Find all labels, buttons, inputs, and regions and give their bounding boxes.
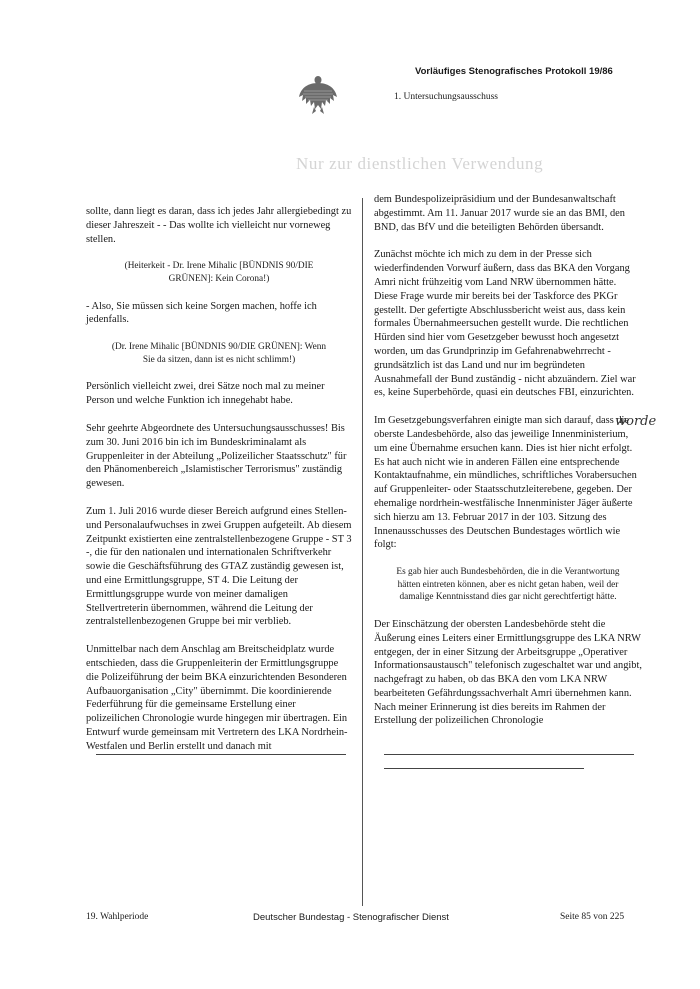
strike-mark — [96, 754, 346, 755]
interjection: (Heiterkeit - Dr. Irene Mihalic [BÜNDNIS 90/DIE GRÜNEN]: Kein Corona!) — [124, 261, 314, 284]
committee-name: 1. Untersuchungsausschuss — [394, 92, 498, 102]
strike-mark — [384, 768, 584, 769]
column-divider — [362, 198, 363, 906]
paragraph: Zunächst möchte ich mich zu dem in der Presse sich wiederfindenden Vorwurf äußern, dass das BKA den Vorgang Amri nicht frühzeitig vom Land NRW übernommen hätte. Diese Frage wurde mir bereits bei der Taskforce des PKGr gestellt. Der gefertigte Abschlussbericht weist aus, dass kein formales Übernahmeersuchen gestellt wurde. Die rechtlichen Hürden sind hier vom Gesetzgeber bewusst hoch angesetzt worden, um das Grundprinzip im Gefahrenabwehrrecht - grundsätzlich ist das Land und nur im begründeten Ausnahmefall der Bund zuständig - nicht abzuändern. Ziel war es, keine Superbehörde, quasi ein deutsches FBI, einzurichten. — [374, 249, 636, 399]
paragraph: Persönlich vielleicht zwei, drei Sätze noch mal zu meiner Person und welche Funktion ich innegehabt habe. — [86, 381, 325, 407]
paragraph: Zum 1. Juli 2016 wurde dieser Bereich aufgrund eines Stellen- und Personalaufwuchses in zwei Gruppen aufgeteilt. Ab diesem Zeitpunkt existierten eine zentralstellenbezogene Gruppe - ST 3 -, die für den nationalen und internationalen Schriftverkehr sowie die Geschäftsführung des GTAZ zuständig gewesen ist, und eine Ermittlungsgruppe, ST 4. Die Leitung der Ermittlungsgruppe wurde von meiner damaligen Stellvertreterin übernommen, während die Leitung der zentralstellenbezogenen Gruppe bei mir verblieb. — [86, 505, 352, 628]
right-column — [374, 193, 642, 742]
strike-mark — [384, 754, 634, 755]
quotation: Es gab hier auch Bundesbehörden, die in die Verantwortung hätten eintreten können, aber es nicht getan haben, weil der damalige Kenntnisstand dies gar nicht gerechtfertigt hätte. — [396, 567, 620, 603]
left-column — [86, 205, 352, 767]
watermark-stamp: Nur zur dienstlichen Verwendung — [296, 154, 544, 173]
handwritten-correction: worde — [615, 414, 657, 429]
paragraph: Der Einschätzung der obersten Landesbehörde steht die Äußerung eines Leiters einer Ermittlungsgruppe des LKA NRW entgegen, der in einer Sitzung der Arbeitsgruppe „Operativer Informationsaustausch" telefonisch zugeschaltet war und angibt, nachgefragt zu haben, ob das BKA den vom LKA NRW bearbeiteten Gefährdungssachverhalt Amri übernehmen kann. Nach meiner Erinnerung ist dies bereits im Rahmen der Erstellung der polizeilichen Chronologie — [374, 618, 642, 727]
paragraph: dem Bundespolizeipräsidium und der Bundesanwaltschaft abgestimmt. Am 11. Januar 2017 wurde sie an das BMI, den BND, das BfV und die beteiligten Behörden übersandt. — [374, 194, 625, 233]
protocol-title: Vorläufiges Stenografisches Protokoll 19/86 — [415, 66, 613, 77]
interjection: (Dr. Irene Mihalic [BÜNDNIS 90/DIE GRÜNEN]: Wenn Sie da sitzen, dann ist es nicht schlimm!) — [111, 342, 327, 365]
paragraph: - Also, Sie müssen sich keine Sorgen machen, hoffe ich jedenfalls. — [86, 300, 317, 326]
footer-publisher: Deutscher Bundestag - Stenografischer Dienst — [253, 912, 449, 923]
paragraph: sollte, dann liegt es daran, dass ich jedes Jahr allergiebedingt zu dieser Jahreszeit - - Das wollte ich vielleicht nur vorneweg stellen. — [86, 206, 352, 245]
footer-page-number: Seite 85 von 225 — [560, 912, 625, 922]
footer-legislative-period: 19. Wahlperiode — [86, 912, 149, 922]
paragraph: Im Gesetzgebungsverfahren einigte man sich darauf, dass die oberste Landesbehörde, also das jeweilige Innenministerium, um eine Übernahme ersuchen kann. Dies ist hier nicht erfolgt. Es hat auch nicht wie in anderen Fällen eine entsprechende Kontaktaufnahme, ein mündliches, schriftliches Vorabersuchen auf Gruppenleiter- oder Staatsschutzleiterebene, gegeben. Der ehemalige nordrhein-westfälische Innenminister Jäger äußerte sich hierzu am 13. Februar 2017 in der 103. Sitzung des Innenausschusses des Deutschen Bundestages wörtlich wie folgt: — [374, 415, 637, 551]
paragraph: Sehr geehrte Abgeordnete des Untersuchungsausschusses! Bis zum 30. Juni 2016 bin ich im Bundeskriminalamt als Gruppenleiter in der Abteilung „Polizeilicher Staatsschutz" für den Phänomenbereich „Islamistischer Terrorismus" zuständig gewesen. — [86, 422, 347, 490]
bundesadler-eagle-icon — [298, 73, 338, 115]
paragraph: Unmittelbar nach dem Anschlag am Breitscheidplatz wurde entschieden, dass die Gruppenleiterin der Ermittlungsgruppe die Polizeiführung der beim BKA einzurichtenden Besonderen Aufbauorganisation „City" übernimmt. Die koordinierende Federführung für die gemeinsame Erstellung einer polizeilichen Chronologie wurde hingegen mir übertragen. Ein Entwurf wurde gemeinsam mit Vertretern des LKA Nordrhein-Westfalen und Berlin erstellt und danach mit — [86, 644, 348, 752]
